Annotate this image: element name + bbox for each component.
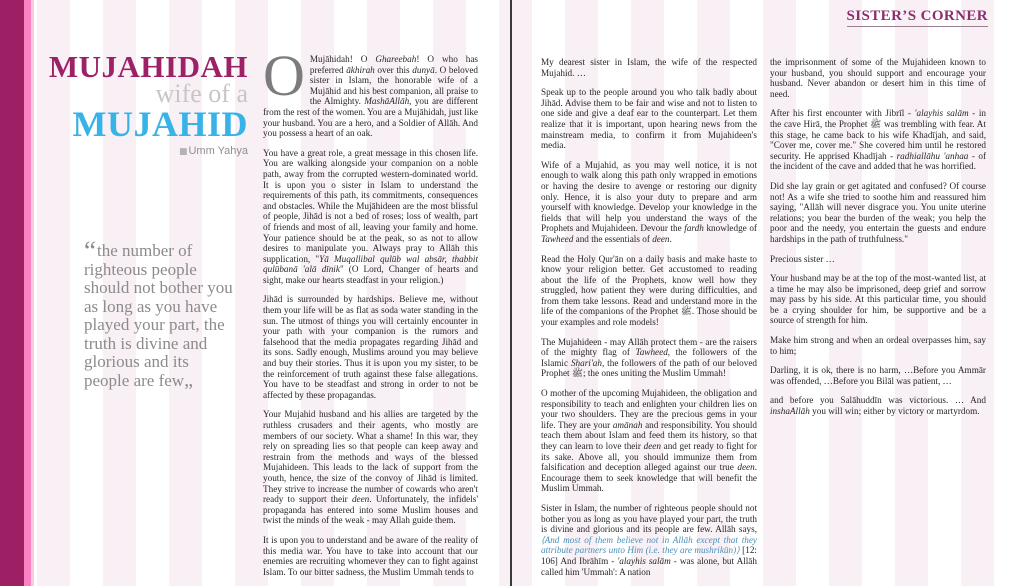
byline: [30, 145, 248, 157]
text-column-3: [770, 57, 986, 426]
body-paragraph: Read the Holy Qur'ān on a daily basis and make haste to know your religion better. Get accustomed to reading about the life of the Prophets, know well how they struggled, how patient they were during difficulties, and from them take lessons. Read and understand more in the life of the companions of the Prophet ﷺ. Those should be your examples and role models!: [541, 253, 757, 328]
section-header: SISTER’S CORNER: [847, 8, 988, 27]
byline-square-icon: ■: [178, 147, 188, 157]
body-paragraph: Jihād is surrounded by hardships. Believe me, without them your life will be as flat as soda water standing in the sun. The utmost of things you will certainly encounter in your path with your companion is the rumors and falsehood that the media propagates regarding Jihād and its sons. Sadly enough, Muslims around you may believe and buy their stories. Thus it is upon you my sister, to be the reinforcement of truth against these false allegations. You have to be steadfast and strong in order to not be affected by these propagandas.: [263, 294, 478, 400]
title-secondary: wife of a: [155, 79, 248, 108]
open-quote-mark: “: [84, 236, 96, 266]
body-paragraph: Your Mujahid husband and his allies are targeted by the ruthless crusaders and their agents, who mostly are members of our society. What a shame! In this war, they rely on spreading lies so that people can keep away and restrain from the methods and ways of the blessed Mujahideen. This leads to the lack of support from the youth, hence, the size of the convoy of Jihād is limited. They strive to increase the number of cowards who aren't ready to support their deen. Unfortunately, the infidels' propaganda has entered into some Muslim houses and twist the minds of the weak - may Allah guide them.: [263, 409, 478, 526]
body-paragraph: Darling, it is ok, there is no harm, …Before you Ammār was offended, …Before you Bilāl was patient, …: [770, 365, 986, 386]
paragraph-text: Mujāhidah! O Ghareebah! O who has preferred ākhirah over this dunyā. O beloved sister in Islam, the honorable wife of a Mujāhid and his best companion, all praise to the Almighty. MashāAllāh, you are different from the rest of the women. You are a Mujāhidah, just like your husband. You are a hero, and a Soldier of Allāh. And you possess a heart of an oak.: [263, 54, 478, 139]
pull-quote: [84, 236, 236, 391]
text-column-2: [541, 57, 757, 586]
spine-bar-magenta: [0, 0, 24, 586]
body-paragraph: It is upon you to understand and be aware of the reality of this media war. You have to take into account that our enemies are recruiting whomever they can to fight against Islam. To our bitter sadness, the Muslim Ummah tends to: [263, 534, 478, 577]
body-paragraph: O mother of the upcoming Mujahideen, the obligation and responsibility to teach and enlighten your children lies on your two shoulders. They are the precious gems in your life. They are your amānah and responsibility. You should teach them about Islam and feed them its history, so that they can learn to love their deen and get ready to fight for its sake. Above all, you should immunize them from falsification and deception alleged against our true deen. Encourage them to seek knowledge that will benefit the Muslim Ummah.: [541, 388, 757, 494]
author-name: Umm Yahya: [188, 145, 248, 157]
body-paragraph: Sister in Islam, the number of righteous people should not bother you as long as you have played your part, the truth is divine and glorious and its people are few. Allāh says, ⟨And most of them believe not in Allāh except that they attribute partners unto Him (i.e. they are mushrikūn)⟩ [12: 106] And Ibrāhīm - 'alayhis salām - was alone, but Allāh called him 'Ummah': A nation: [541, 502, 757, 577]
body-paragraph: My dearest sister in Islam, the wife of the respected Mujahid. …: [541, 57, 757, 78]
body-paragraph: and before you Salāhuddīn was victorious. … And inshaAllāh you will win; either by victory or martyrdom.: [770, 395, 986, 417]
body-paragraph: You have a great role, a great message in this chosen life. You are walking alongside your companion on a noble path, away from the corrupted western-dominated world. It is upon you o sister in Islam to understand the requirements of this path, its commitments, consequences and obstacles. While the Mujāhideen are the most blissful of people, Jihād is not a bed of roses; loss of wealth, part of friends and most of all, leaving your family and home. Your patience should be at the peak, so as not to allow desires to manipulate you. Always pray to Allāh this supplication, "Yā Muqallibal qulūb wal absār, thabbit qulūbanā 'alā dīnik" (O Lord, Changer of hearts and sight, make our hearts steadfast in your religion.): [263, 147, 478, 285]
drop-cap: O: [263, 43, 305, 108]
article-title-block: [30, 49, 248, 157]
page-divider: [510, 0, 512, 586]
body-paragraph: the imprisonment of some of the Mujahideen known to your husband, you should support and encourage your husband. Never abandon or desert him in this time of need.: [770, 57, 986, 99]
body-paragraph: After his first encounter with Jibrīl - 'alayhis salām - in the cave Hirā, the Prophet ﷺ was trembling with fear. At this stage, he came back to his wife Khadījah, and said, "Cover me, cover me." She covered him until he restored security. He apprised Khadījah - radhiallāhu 'anhaa - of the incident of the cave and added that he was horrified.: [770, 108, 987, 172]
title-tertiary: MUJAHID: [72, 104, 248, 144]
text-column-1: [263, 43, 478, 586]
body-paragraph: Make him strong and when an ordeal overpasses him, say to him;: [770, 335, 986, 356]
body-paragraph: Speak up to the people around you who talk badly about Jihād. Advise them to be fair and wise and not to listen to one side and give a deaf ear to the counterpart. Let them realize that it is important, upon hearing news from the mainstream media, to confirm it from Mujahideen's media.: [541, 87, 757, 151]
body-paragraph: Did she lay grain or get agitated and confused? Of course not! As a wife she tried to soothe him and reassured him saying, "Allāh will never disgrace you. You unite uterine relations; you bear the burden of the weak; you help the poor and the needy, you entertain the guests and endure hardships in the path of truthfulness.": [770, 180, 986, 244]
body-paragraph: The Mujahideen - may Allāh protect them - are the raisers of the mighty flag of Tawheed, the followers of the Islamic Shari'ah, the followers of the path of our beloved Prophet ﷺ; the ones uniting the Muslim Ummah!: [541, 336, 757, 379]
body-paragraph: Wife of a Mujahid, as you may well notice, it is not enough to walk along this path only wrapped in emotions or having the desire to avenge or restoring our dignity only. Hence, it is also your duty to prepare and arm yourself with knowledge. Develop your knowledge in the fields that will help you understand the ways of the Prophets and Mujahideen. Devour the fardh knowledge of Tawheed and the essentials of deen.: [541, 159, 757, 244]
body-paragraph: [263, 43, 478, 139]
title-primary: MUJAHIDAH: [48, 49, 248, 84]
close-quote-mark: „: [184, 368, 193, 391]
body-paragraph: Your husband may be at the top of the most-wanted list, at a time he may also be imprisoned, deep grief and sorrow may pass by his side. At this particular time, you should be a crying shoulder for him, be supportive and be a source of strength for him.: [770, 273, 986, 326]
body-paragraph: Precious sister …: [770, 253, 835, 264]
pull-quote-text: the number of righteous people should not bother you as long as you have played your part, the truth is divine and glorious and its people are few: [84, 241, 233, 390]
